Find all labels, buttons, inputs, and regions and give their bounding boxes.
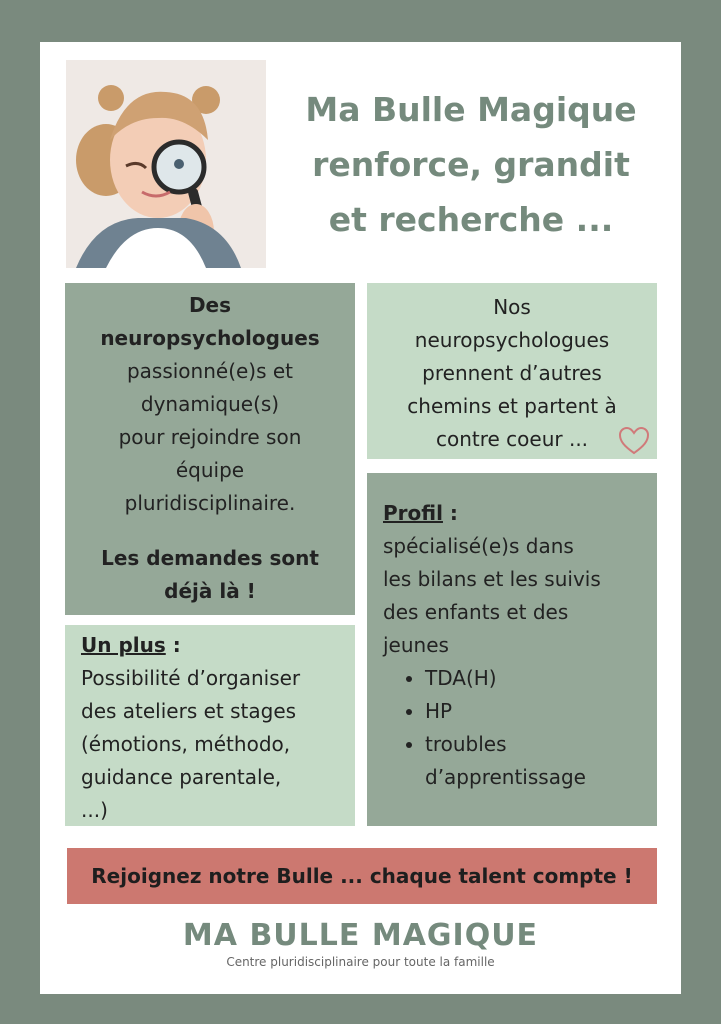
cta-banner: Rejoignez notre Bulle ... chaque talent compte ! (67, 848, 657, 904)
leaving-line-2: neuropsychologues (414, 328, 610, 352)
plus-line-5: ...) (81, 798, 108, 822)
plus-line-3: (émotions, méthodo, (81, 732, 291, 756)
leaving-line-4: chemins et partent à (407, 394, 617, 418)
profile-line-3: des enfants et des (383, 600, 569, 624)
girl-magnifying-glass-photo (66, 60, 266, 268)
headline-line-2: renforce, grandit (312, 145, 630, 184)
plus-line-1: Possibilité d’organiser (81, 666, 301, 690)
profile-box (367, 473, 657, 826)
recruit-body-4: équipe (175, 458, 245, 482)
profile-line-4: jeunes (383, 633, 449, 657)
profile-line-2: les bilans et les suivis (383, 567, 601, 591)
leaving-box (367, 283, 657, 459)
profile-item-tdah: • TDA(H) (425, 662, 645, 695)
profile-line-1: spécialisé(e)s dans (383, 534, 574, 558)
brand-logo-text: MA BULLE MAGIQUE (182, 918, 539, 953)
plus-box (65, 625, 355, 826)
profile-item-hp: • HP (425, 695, 645, 728)
profile-label: Profil (383, 501, 443, 525)
heart-outline-icon (618, 426, 650, 456)
plus-line-4: guidance parentale, (81, 765, 282, 789)
profile-colon: : (442, 501, 458, 525)
recruit-body-3: pour rejoindre son (118, 425, 302, 449)
recruit-body-5: pluridisciplinaire. (124, 491, 296, 515)
plus-colon: : (165, 633, 181, 657)
demand-line-2: déjà là ! (164, 579, 256, 603)
demand-line-1: Les demandes sont (101, 546, 319, 570)
recruit-body-1: passionné(e)s et (126, 359, 294, 383)
recruit-title-1: Des (188, 293, 232, 317)
headline (276, 82, 666, 247)
plus-line-2: des ateliers et stages (81, 699, 297, 723)
recruit-title-2: neuropsychologues (100, 326, 320, 350)
poster (40, 42, 681, 994)
headline-line-1: Ma Bulle Magique (305, 90, 637, 129)
profile-item-troubles: • troubles d’apprentissage (425, 728, 645, 794)
recruit-body-2: dynamique(s) (140, 392, 280, 416)
profile-list (383, 662, 645, 794)
recruit-box (65, 283, 355, 615)
leaving-line-3: prennent d’autres (422, 361, 602, 385)
leaving-line-1: Nos (493, 295, 531, 319)
leaving-line-5: contre coeur ... (435, 427, 589, 451)
plus-label: Un plus (81, 633, 166, 657)
headline-line-3: et recherche ... (328, 200, 614, 239)
brand-tagline: Centre pluridisciplinaire pour toute la famille (226, 955, 495, 969)
